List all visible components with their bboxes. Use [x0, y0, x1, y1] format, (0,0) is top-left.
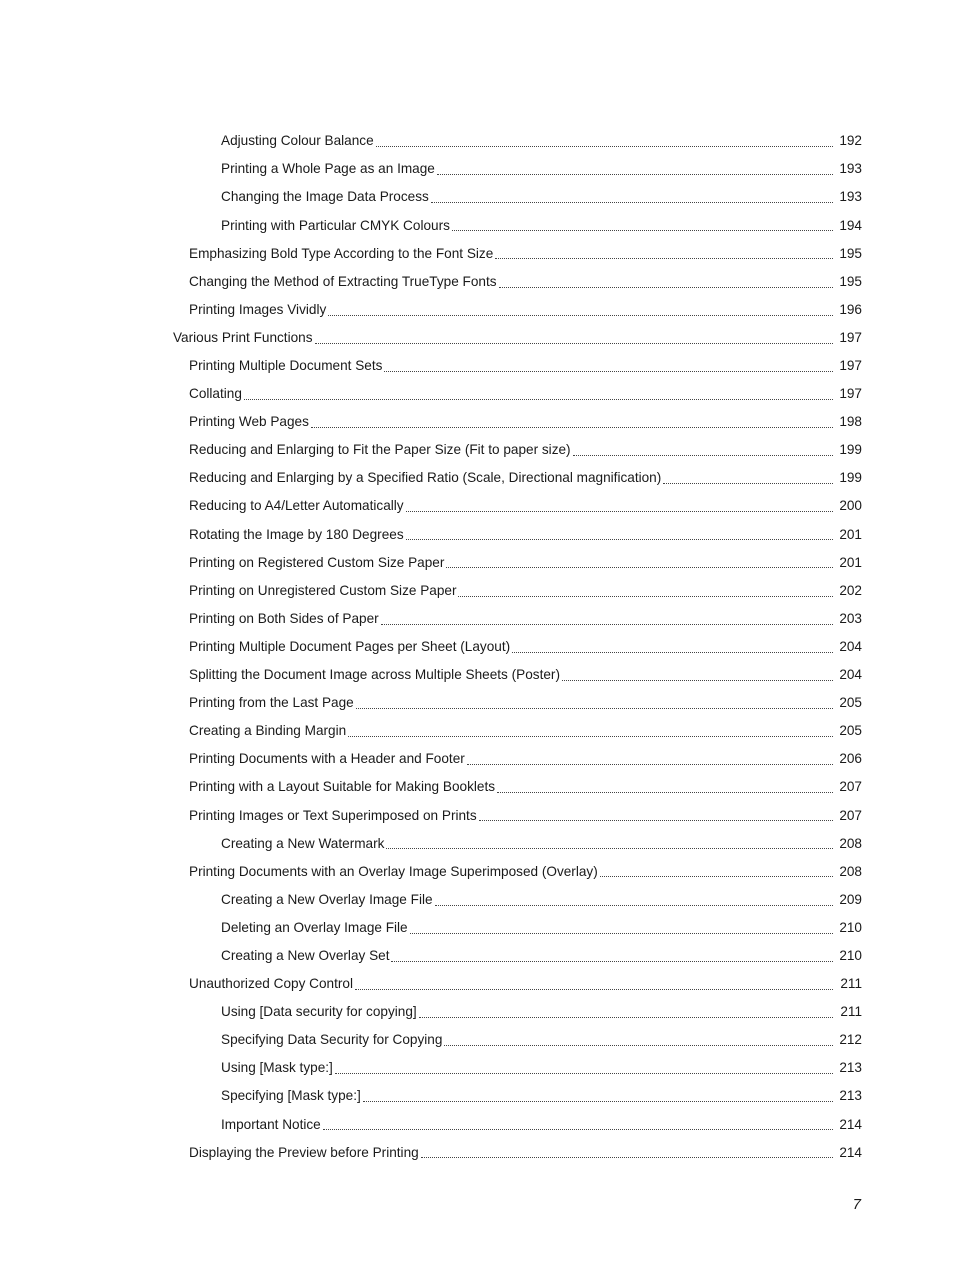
toc-entry-title: Creating a New Overlay Image File	[221, 891, 433, 907]
toc-entry-title: Printing Multiple Document Sets	[189, 358, 383, 373]
dot-leader	[311, 426, 833, 428]
toc-entry-title: Using [Mask type:]	[221, 1060, 333, 1076]
dot-leader	[315, 342, 833, 344]
toc-entry-page: 193	[839, 189, 862, 205]
toc-entry-title: Adjusting Colour Balance	[221, 133, 374, 149]
toc-entry-title: Reducing and Enlarging to Fit the Paper Size (Fit to paper size)	[189, 442, 571, 458]
toc-entry[interactable]	[0, 267, 954, 295]
dot-leader	[479, 819, 833, 821]
toc-entry-page: 213	[839, 1088, 862, 1104]
toc-entry[interactable]	[0, 914, 954, 942]
dot-leader	[452, 229, 833, 231]
toc-entry-title: Changing the Method of Extracting TrueType Fonts	[189, 273, 497, 289]
toc-entry-page: 197	[839, 358, 862, 373]
toc-entry-title: Changing the Image Data Process	[221, 189, 429, 205]
toc-entry-title: Printing Web Pages	[189, 414, 309, 430]
toc-entry[interactable]	[0, 661, 954, 689]
toc-entry-page: 205	[839, 695, 862, 711]
toc-entry[interactable]	[0, 857, 954, 885]
toc-entry[interactable]	[0, 577, 954, 605]
dot-leader	[446, 566, 833, 568]
page-number: 7	[852, 1196, 861, 1213]
toc-entry-page: 201	[839, 526, 862, 542]
toc-entry[interactable]	[0, 520, 954, 548]
toc-entry[interactable]	[0, 352, 954, 380]
toc-entry-page: 203	[839, 610, 862, 626]
dot-leader	[562, 679, 833, 681]
toc-entry-page: 214	[839, 1116, 862, 1132]
dot-leader	[406, 538, 833, 540]
dot-leader	[419, 1016, 833, 1018]
toc-entry-title: Rotating the Image by 180 Degrees	[189, 526, 404, 542]
toc-entry[interactable]	[0, 886, 954, 914]
toc-entry-page: 195	[839, 273, 862, 289]
toc-entry-page: 204	[839, 638, 862, 654]
toc-entry-title: Deleting an Overlay Image File	[221, 919, 408, 935]
dot-leader	[384, 370, 833, 372]
toc-entry[interactable]	[0, 942, 954, 970]
toc-entry-title: Creating a New Overlay Set	[221, 947, 390, 963]
toc-entry[interactable]	[0, 464, 954, 492]
toc-entry-page: 197	[839, 386, 862, 402]
toc-entry-page: 214	[839, 1144, 862, 1160]
toc-entry-page: 202	[839, 582, 862, 598]
dot-leader	[497, 791, 833, 793]
dot-leader	[335, 1072, 833, 1074]
toc-entry[interactable]	[0, 183, 954, 211]
toc-entry-title: Reducing and Enlarging by a Specified Ratio (Scale, Directional magnification)	[189, 470, 662, 486]
toc-entry[interactable]	[0, 633, 954, 661]
toc-entry-title: Printing Documents with an Overlay Image Superimposed (Overlay)	[189, 863, 598, 879]
dot-leader	[323, 1128, 833, 1130]
toc-entry-page: 210	[839, 919, 862, 935]
dot-leader	[663, 482, 833, 484]
toc-entry-page: 194	[839, 217, 862, 233]
toc-entry-title: Printing from the Last Page	[189, 695, 354, 711]
dot-leader	[386, 847, 833, 849]
dot-leader	[431, 201, 833, 203]
toc-entry-page: 201	[839, 554, 862, 570]
toc-entry[interactable]	[0, 998, 954, 1026]
toc-entry-page: 207	[839, 807, 862, 823]
toc-entry-page: 197	[839, 329, 862, 345]
toc-entry[interactable]	[0, 745, 954, 773]
toc-entry[interactable]	[0, 127, 954, 155]
toc-entry-page: 208	[839, 835, 862, 851]
toc-entry-page: 211	[840, 1004, 862, 1020]
toc-entry-title: Printing with a Layout Suitable for Making Booklets	[189, 779, 496, 795]
toc-entry-page: 196	[839, 301, 862, 317]
dot-leader	[348, 735, 833, 737]
dot-leader	[406, 510, 833, 512]
dot-leader	[410, 932, 833, 934]
toc-entry-title: Printing Documents with a Header and Footer	[189, 751, 465, 767]
dot-leader	[467, 763, 833, 765]
toc-entry[interactable]	[0, 155, 954, 183]
toc-entry-title: Important Notice	[221, 1116, 321, 1132]
toc-entry[interactable]	[0, 436, 954, 464]
toc-entry-title: Printing on Registered Custom Size Paper	[189, 554, 445, 570]
dot-leader	[444, 1044, 833, 1046]
toc-entry-title: Using [Data security for copying]	[221, 1004, 417, 1020]
toc-entry-page: 209	[839, 891, 862, 907]
toc-entry-page: 210	[839, 947, 862, 963]
toc-entry-title: Printing Images Vividly	[189, 301, 327, 317]
toc-entry-page: 200	[839, 498, 862, 514]
toc-entry-page: 206	[839, 751, 862, 767]
dot-leader	[363, 1100, 833, 1102]
dot-leader	[244, 398, 833, 400]
toc-entry-page: 207	[839, 779, 862, 795]
toc-entry-page: 204	[839, 667, 862, 683]
toc-entry-title: Printing on Both Sides of Paper	[189, 610, 379, 626]
dot-leader	[435, 904, 833, 906]
dot-leader	[499, 286, 833, 288]
toc-entry[interactable]	[0, 1138, 954, 1166]
toc-entry[interactable]	[0, 380, 954, 408]
toc-entry-title: Emphasizing Bold Type According to the Font Size	[189, 245, 494, 261]
toc-entry-page: 211	[840, 976, 862, 992]
dot-leader	[356, 707, 833, 709]
toc-entry-title: Unauthorized Copy Control	[189, 976, 353, 992]
toc-entry[interactable]	[0, 324, 954, 352]
dot-leader	[421, 1156, 833, 1158]
dot-leader	[381, 623, 833, 625]
toc-entry-title: Collating	[189, 386, 242, 402]
toc-entry[interactable]	[0, 211, 954, 239]
dot-leader	[437, 173, 833, 175]
toc-entry[interactable]	[0, 970, 954, 998]
toc-entry-title: Reducing to A4/Letter Automatically	[189, 498, 404, 514]
toc-entry-title: Printing Multiple Document Pages per Sheet (Layout)	[189, 638, 511, 654]
toc-entry-page: 195	[839, 245, 862, 261]
toc-entry-title: Specifying [Mask type:]	[221, 1088, 361, 1104]
dot-leader	[376, 145, 833, 147]
toc-entry[interactable]	[0, 801, 954, 829]
dot-leader	[600, 875, 833, 877]
toc-entry[interactable]	[0, 1082, 954, 1110]
toc-entry-title: Various Print Functions	[173, 329, 313, 345]
toc-entry-page: 213	[839, 1060, 862, 1076]
toc-entry[interactable]	[0, 548, 954, 576]
toc-entry-page: 205	[839, 723, 862, 739]
dot-leader	[458, 595, 833, 597]
toc-entry-page: 208	[839, 863, 862, 879]
toc-entry-title: Creating a New Watermark	[221, 835, 385, 851]
dot-leader	[328, 314, 833, 316]
dot-leader	[355, 988, 833, 990]
toc-entry[interactable]	[0, 829, 954, 857]
toc-entry-page: 192	[839, 133, 862, 149]
toc-entry-title: Printing with Particular CMYK Colours	[221, 217, 450, 233]
table-of-contents	[0, 127, 954, 1166]
toc-entry-page: 212	[839, 1032, 862, 1048]
toc-entry[interactable]	[0, 1054, 954, 1082]
toc-entry-title: Printing a Whole Page as an Image	[221, 161, 435, 177]
toc-entry-page: 199	[839, 470, 862, 486]
toc-entry-title: Printing on Unregistered Custom Size Paper	[189, 582, 457, 598]
toc-entry[interactable]	[0, 492, 954, 520]
toc-entry[interactable]	[0, 717, 954, 745]
toc-entry[interactable]	[0, 239, 954, 267]
toc-entry-page: 198	[839, 414, 862, 430]
toc-entry-title: Displaying the Preview before Printing	[189, 1144, 419, 1160]
dot-leader	[512, 651, 833, 653]
toc-entry[interactable]	[0, 1110, 954, 1138]
toc-entry-title: Printing Images or Text Superimposed on Prints	[189, 807, 477, 823]
toc-entry[interactable]	[0, 296, 954, 324]
dot-leader	[573, 454, 833, 456]
dot-leader	[391, 960, 833, 962]
toc-entry[interactable]	[0, 408, 954, 436]
toc-entry[interactable]	[0, 689, 954, 717]
toc-entry-title: Specifying Data Security for Copying	[221, 1032, 443, 1048]
toc-entry-page: 193	[839, 161, 862, 177]
toc-entry[interactable]	[0, 605, 954, 633]
toc-entry-title: Creating a Binding Margin	[189, 723, 347, 739]
dot-leader	[495, 257, 833, 259]
toc-entry-page: 199	[839, 442, 862, 458]
toc-entry[interactable]	[0, 1026, 954, 1054]
toc-entry[interactable]	[0, 773, 954, 801]
toc-entry-title: Splitting the Document Image across Multiple Sheets (Poster)	[189, 667, 560, 683]
